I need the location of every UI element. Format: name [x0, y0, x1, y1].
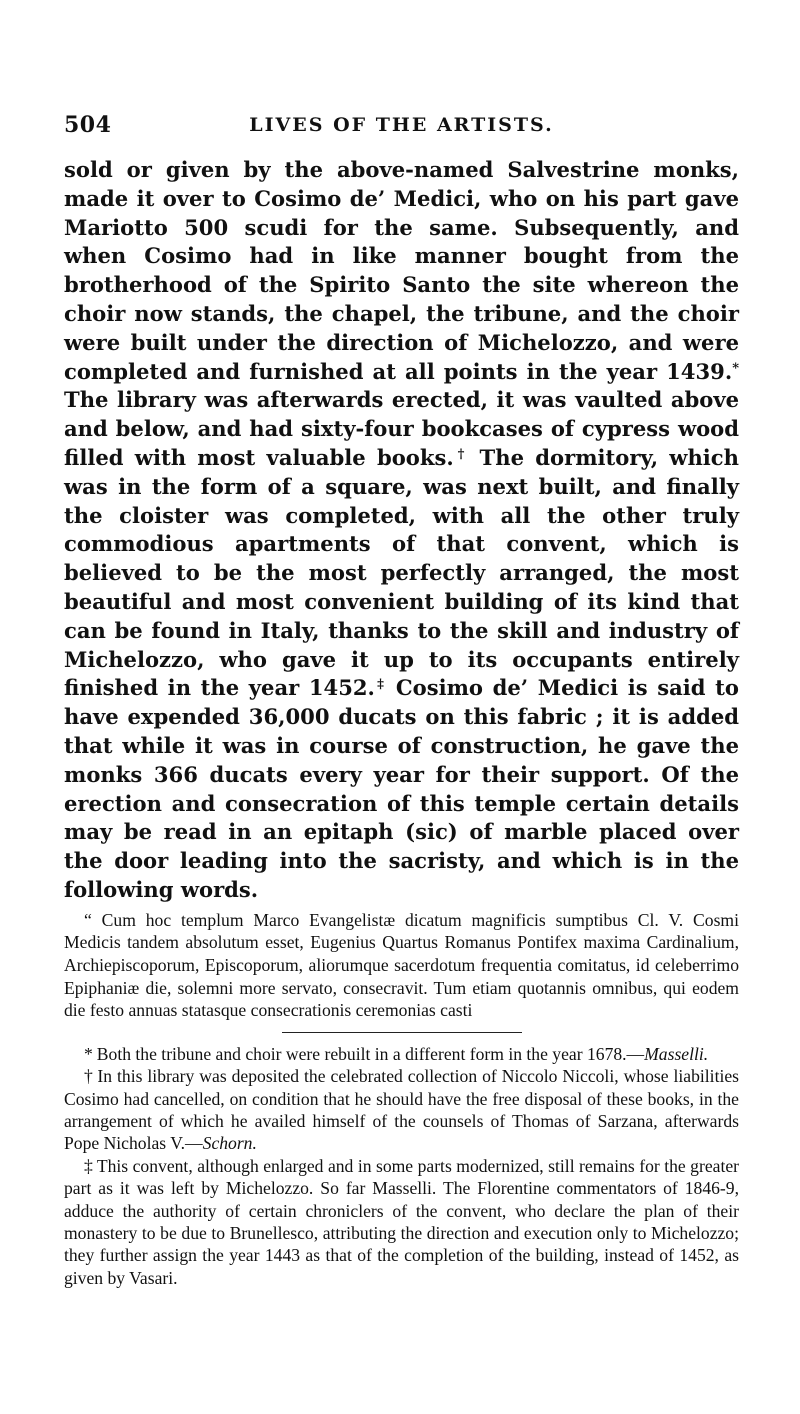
body-segment-4: Cosimo de’ Medici is said to have expended 36,000 ducats on this fabric ; it is added that while it was in course of construction, he gave the monks 366 ducats every year for their support. Of the erection and consecration of this temple certain details may be read in an epitaph (sic) of marble placed over the door leading into the sacristy, and which is in the following words. — [64, 675, 739, 902]
main-paragraph — [64, 156, 739, 905]
latin-epitaph-quote: “ Cum hoc templum Marco Evangelistæ dicatum magnificis sumptibus Cl. V. Cosmi Medicis tandem absolutum esset, Eugenius Quartus Romanus Pontifex maxima Cardinalium, Archiepiscoporum, Episcoporum, aliorumque sacerdotum frequentia comitatus, id celeberrimo Epiphaniæ die, solemni more servato, consecravit. Tum etiam quotannis omnibus, qui eodem die festo annuas statasque consecrationis ceremonias casti — [64, 909, 739, 1021]
footnote-marker-1: * — [732, 360, 739, 376]
body-segment-3: The dormitory, which was in the form of a square, was next built, and finally the cloister was completed, with all the other truly commodious apartments of that convent, which is believed to be the most perfectly arranged, the most beautiful and most convenient building of its kind that can be found in Italy, thanks to the skill and industry of Michelozzo, who gave it up to its occupants entirely finished in the year 1452. — [64, 444, 739, 701]
body-segment-1: sold or given by the above-named Salvestrine monks, made it over to Cosimo de’ Medici, who on his part gave Mariotto 500 scudi for the same. Subsequently, and when Cosimo had in like manner bought from the brotherhood of the Spirito Santo the site whereon the choir now stands, the chapel, the tribune, and the choir were built under the direction of Michelozzo, and were completed and furnished at all points in the year 1439. — [64, 157, 739, 384]
footnote-text: This convent, although enlarged and in some parts modernized, still remains for the greater part as it was left by Michelozzo. So far Masselli. The Florentine commentators of 1846-9, adduce the authority of certain chroniclers of the convent, who declare the plan of their monastery to be due to Brunellesco, attributing the direction and execution only to Michelozzo; they further assign the year 1443 as that of the completion of the building, instead of 1452, as given by Vasari. — [64, 1155, 739, 1288]
footnote-1 — [64, 1043, 739, 1065]
footnotes — [64, 1043, 739, 1289]
footnote-mark: † — [84, 1066, 94, 1087]
footnote-text: In this library was deposited the celebrated collection of Niccolo Niccoli, whose liabilities Cosimo had cancelled, on condition that he should have the free disposal of these books, in the arrangement of which he availed himself of the counsels of Thomas of Sarzana, afterwards Pope Nicholas V.— — [64, 1066, 740, 1154]
footnote-mark: * — [84, 1043, 93, 1064]
footnote-marker-3: ‡ — [374, 677, 387, 693]
footnote-marker-2: † — [453, 446, 469, 462]
body-segment-2: The library was afterwards erected, it was vaulted above and below, and had sixty-four bookcases of cypress wood filled with most valuable books. — [64, 387, 739, 470]
footnote-divider — [282, 1032, 522, 1033]
footnote-citation: Masselli. — [644, 1043, 709, 1064]
footnote-citation: Schorn. — [202, 1133, 257, 1154]
footnote-text: Both the tribune and choir were rebuilt in a different form in the year 1678.— — [96, 1043, 645, 1064]
running-header — [64, 106, 739, 146]
footnote-3 — [64, 1155, 739, 1289]
page-number: 504 — [64, 112, 112, 138]
footnote-2 — [64, 1065, 739, 1155]
book-page — [64, 106, 739, 1289]
footnote-mark: ‡ — [84, 1155, 93, 1176]
running-title: LIVES OF THE ARTISTS. — [249, 114, 554, 136]
